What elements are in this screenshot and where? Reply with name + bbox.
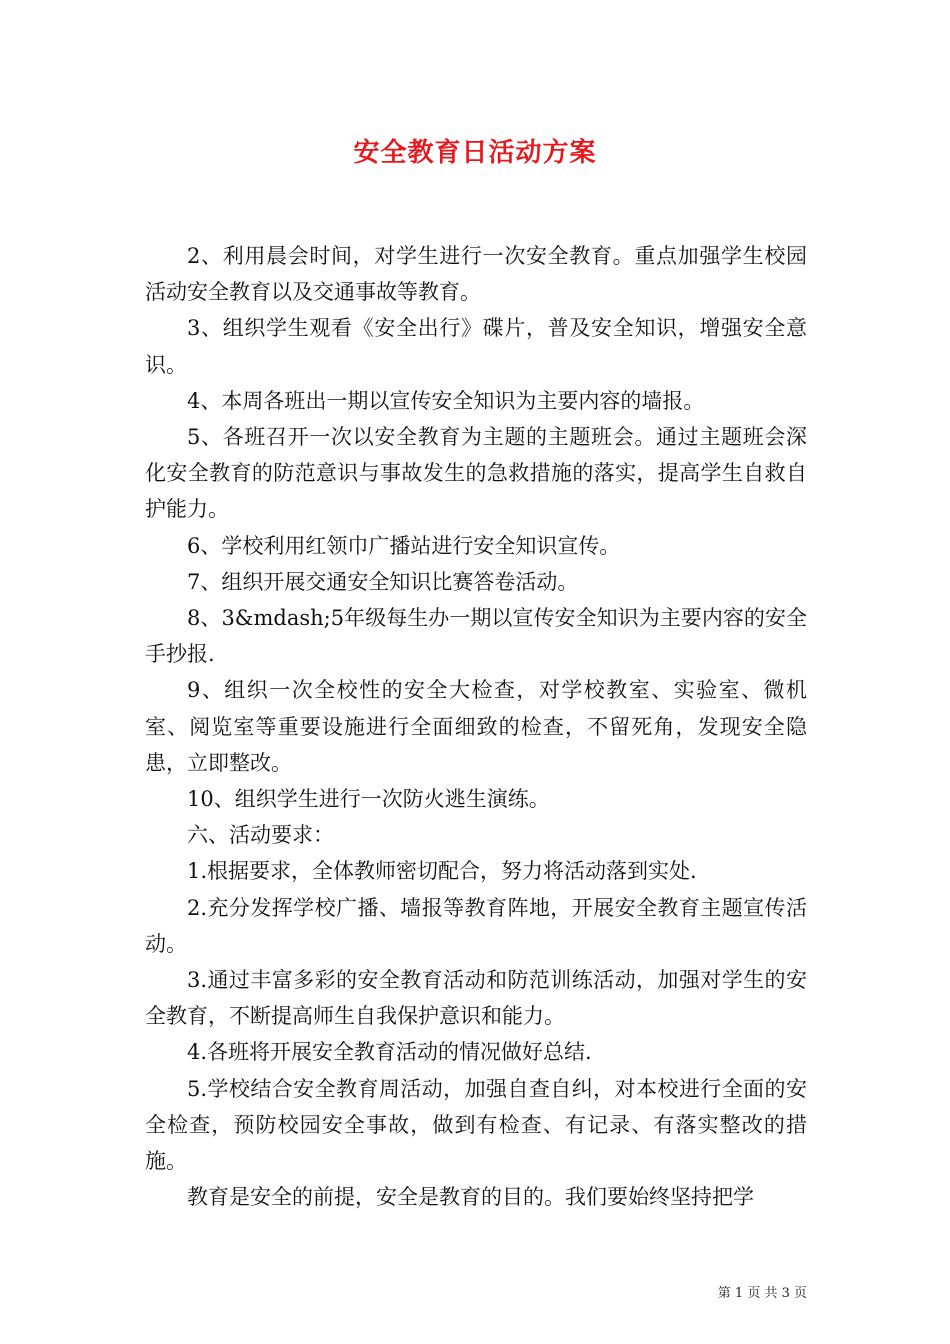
paragraph-item-8: 8、3&mdash;5年级每生办一期以宣传安全知识为主要内容的安全手抄报.: [145, 606, 807, 667]
requirement-item-3: 3.通过丰富多彩的安全教育活动和防范训练活动，加强对学生的安全教育，不断提高师生自我保护意识和能力。: [145, 968, 807, 1029]
paragraph-item-10: 10、组织学生进行一次防火逃生演练。: [187, 787, 550, 812]
closing-paragraph: 教育是安全的前提，安全是教育的目的。我们要始终坚持把学: [187, 1185, 754, 1210]
requirement-item-5: 5.学校结合安全教育周活动，加强自查自纠，对本校进行全面的安全检查，预防校园安全事故，做到有检查、有记录、有落实整改的措施。: [145, 1076, 807, 1174]
requirement-item-2: 2.充分发挥学校广播、墙报等教育阵地，开展安全教育主题宣传活动。: [145, 895, 807, 956]
section-heading-requirements: 六、活动要求：: [187, 823, 334, 848]
paragraph-item-5: 5、各班召开一次以安全教育为主题的主题班会。通过主题班会深化安全教育的防范意识与事故发生的急救措施的落实，提高学生自救自护能力。: [145, 425, 807, 522]
requirement-item-4: 4.各班将开展安全教育活动的情况做好总结.: [187, 1040, 592, 1065]
paragraph-item-6: 6、学校利用红领巾广播站进行安全知识宣传。: [187, 533, 621, 558]
document-title: 安全教育日活动方案: [353, 138, 597, 168]
page-number-footer: 第 1 页 共 3 页: [717, 1286, 807, 1301]
paragraph-item-4: 4、本周各班出一期以宣传安全知识为主要内容的墙报。: [187, 388, 705, 413]
paragraph-item-9: 9、组织一次全校性的安全大检查，对学校教室、实验室、微机室、阅览室等重要设施进行全面细致的检查，不留死角，发现安全隐患，立即整改。: [145, 678, 807, 775]
document-body: [145, 238, 807, 1215]
requirement-item-1: 1.根据要求，全体教师密切配合，努力将活动落到实处.: [187, 859, 697, 884]
paragraph-item-3: 3、组织学生观看《安全出行》碟片，普及安全知识，增强安全意识。: [145, 316, 807, 377]
paragraph-item-2: 2、利用晨会时间，对学生进行一次安全教育。重点加强学生校园活动安全教育以及交通事故等教育。: [145, 244, 807, 305]
paragraph-item-7: 7、组织开展交通安全知识比赛答卷活动。: [187, 569, 579, 594]
